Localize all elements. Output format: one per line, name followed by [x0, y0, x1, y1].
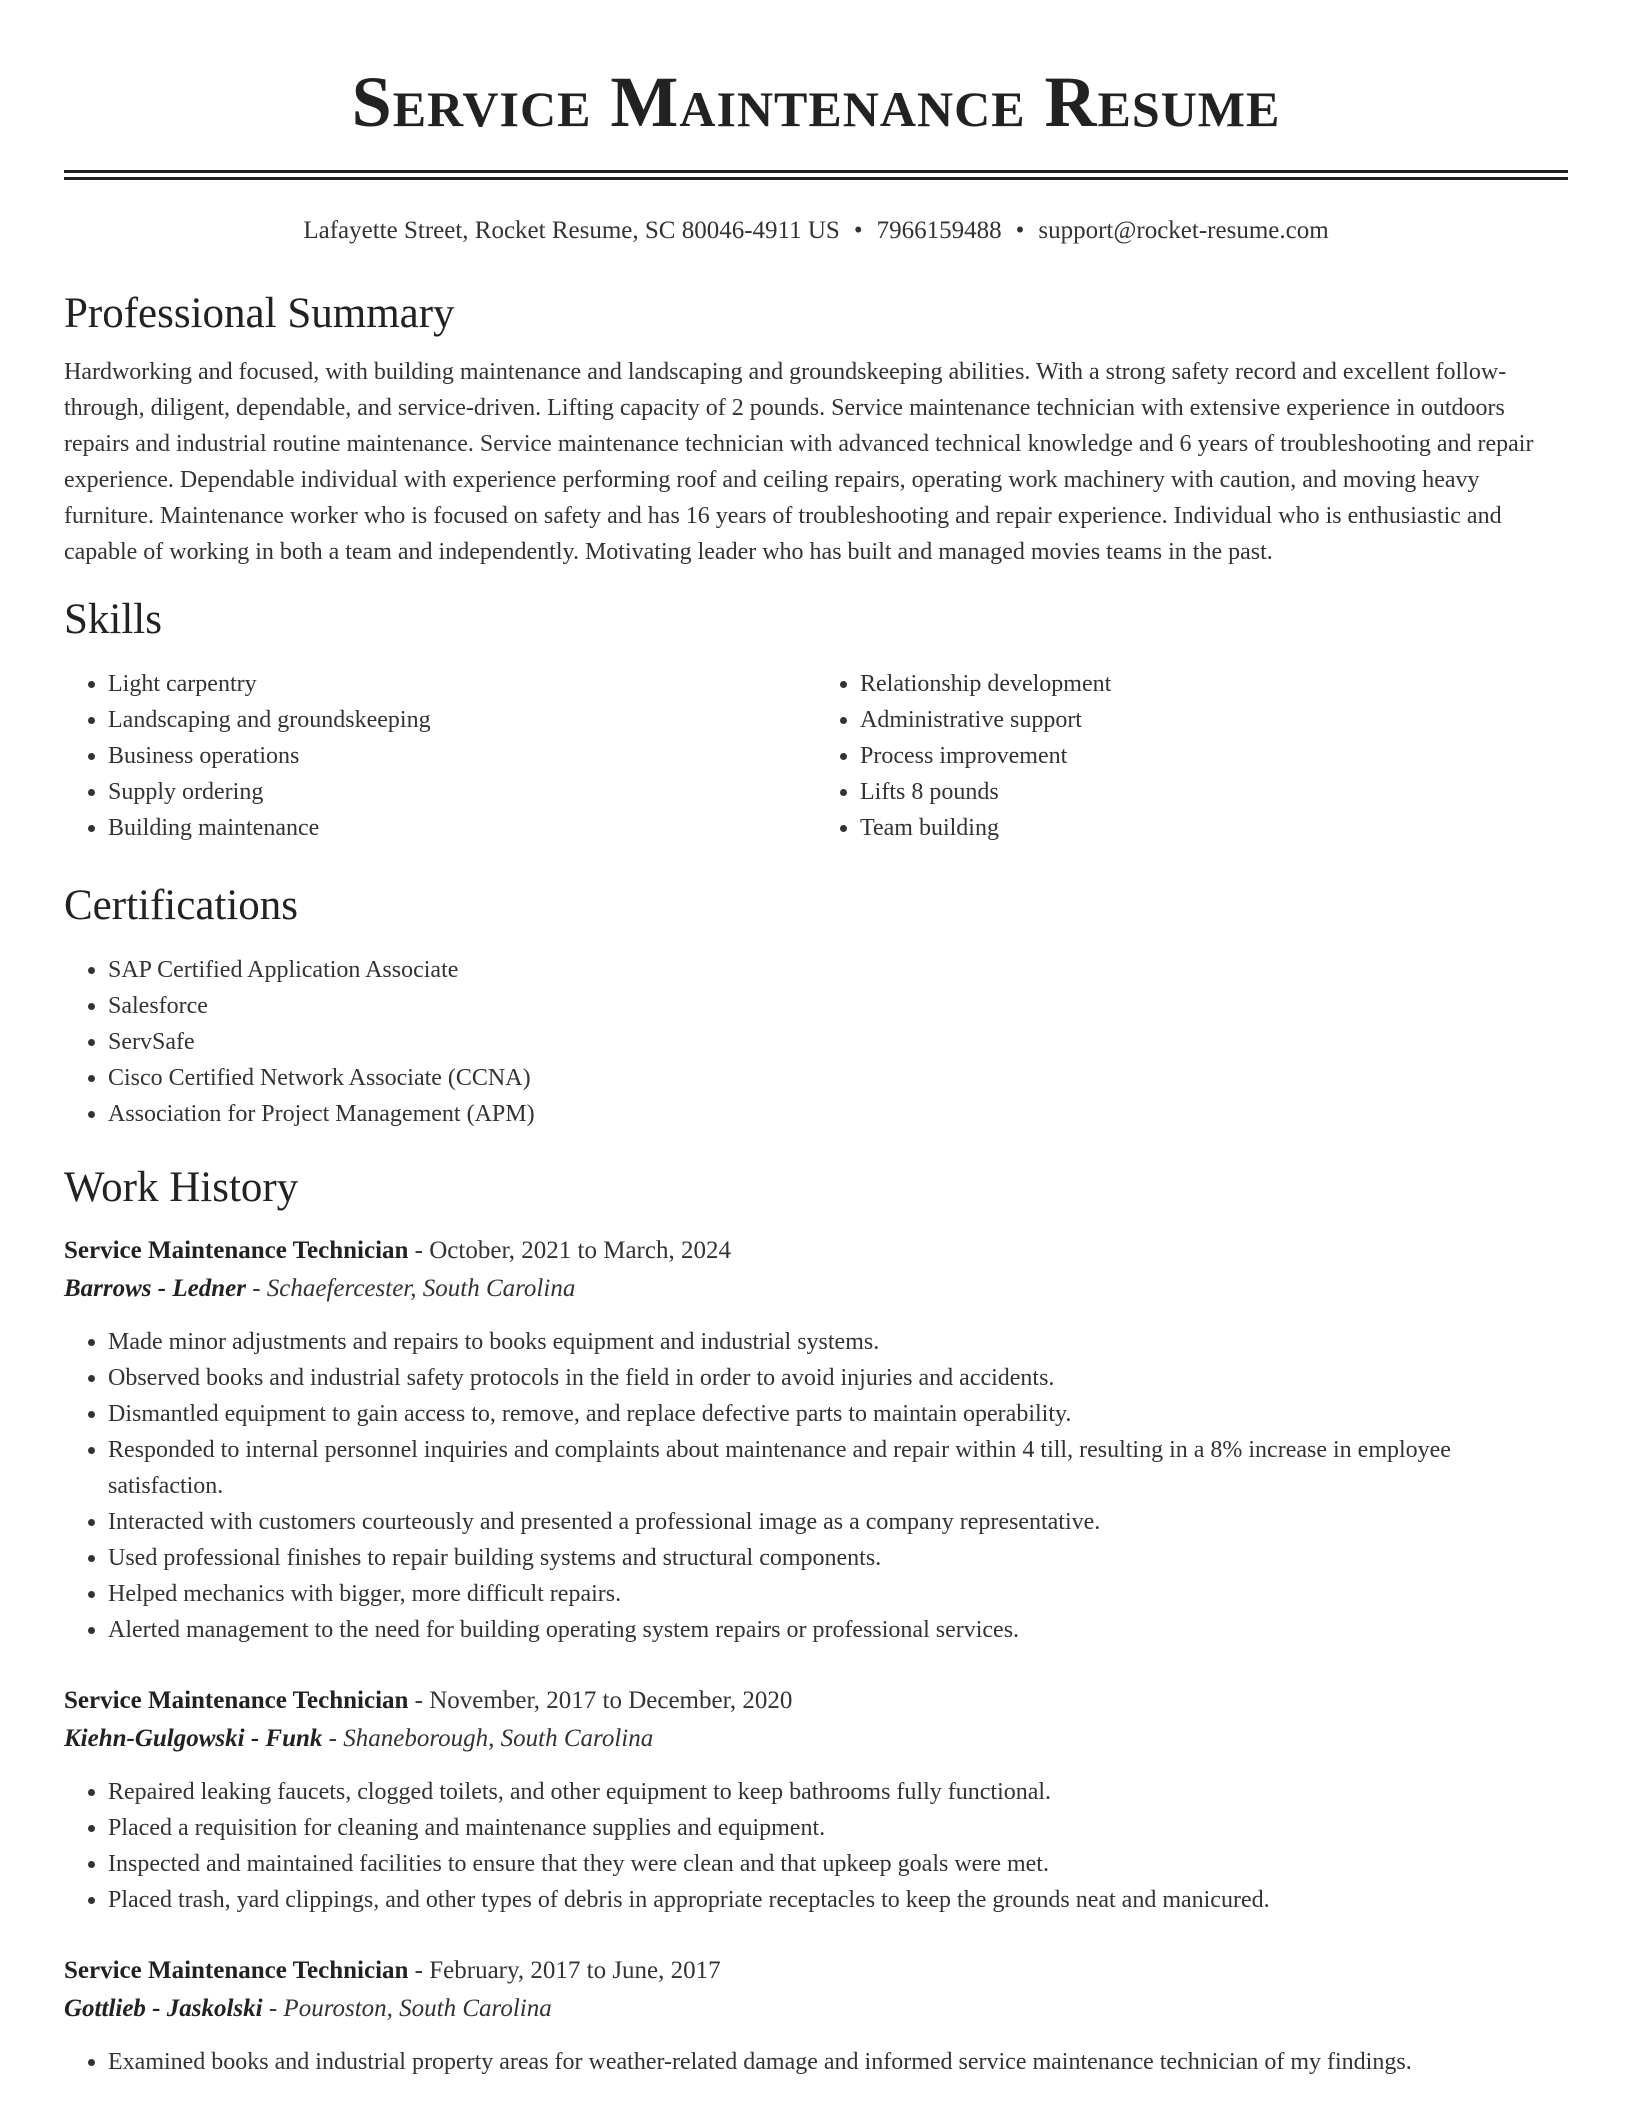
- contact-line: [64, 214, 1568, 248]
- skill-item: • Process improvement: [860, 738, 1568, 774]
- skills-list-left: [64, 666, 816, 846]
- skill-item: • Business operations: [108, 738, 816, 774]
- certifications-list: [64, 952, 1568, 1132]
- resume-page: [64, 0, 1568, 2080]
- job-bullet: • Repaired leaking faucets, clogged toilets, and other equipment to keep bathrooms fully functional.: [108, 1774, 1568, 1810]
- job-bullet: • Placed a requisition for cleaning and maintenance supplies and equipment.: [108, 1810, 1568, 1846]
- skills-heading: Skills: [64, 596, 162, 643]
- job-entry: [64, 1232, 1568, 1648]
- skill-item: • Landscaping and groundskeeping: [108, 702, 816, 738]
- job-title-line: [64, 1952, 1568, 1990]
- job-location: - Shaneborough, South Carolina: [322, 1725, 654, 1752]
- skill-item: • Lifts 8 pounds: [860, 774, 1568, 810]
- job-bullet: • Examined books and industrial property areas for weather-related damage and informed service maintenance technician of my findings.: [108, 2044, 1568, 2080]
- job-bullet: • Interacted with customers courteously and presented a professional image as a company representative.: [108, 1504, 1568, 1540]
- resume-title: Service Maintenance Resume: [351, 62, 1281, 142]
- job-company: Gottlieb - Jaskolski: [64, 1995, 263, 2022]
- job-dates: - October, 2021 to March, 2024: [408, 1237, 731, 1264]
- certification-item: • SAP Certified Application Associate: [108, 952, 1568, 988]
- job-entry: [64, 1952, 1568, 2080]
- contact-separator: •: [853, 217, 863, 244]
- skill-item: • Light carpentry: [108, 666, 816, 702]
- certification-item: • ServSafe: [108, 1024, 1568, 1060]
- job-bullet: • Responded to internal personnel inquiries and complaints about maintenance and repair within 4 till, resulting in a 8% increase in employee satisfaction.: [108, 1432, 1568, 1504]
- job-company: Kiehn-Gulgowski - Funk: [64, 1725, 323, 1752]
- job-company-line: [64, 1720, 1568, 1758]
- job-bullet: • Inspected and maintained facilities to ensure that they were clean and that upkeep goals were met.: [108, 1846, 1568, 1882]
- skill-item: • Supply ordering: [108, 774, 816, 810]
- job-title-line: [64, 1232, 1568, 1270]
- summary-heading: Professional Summary: [64, 290, 455, 337]
- job-bullet: • Made minor adjustments and repairs to books equipment and industrial systems.: [108, 1324, 1568, 1360]
- contact-address: Lafayette Street, Rocket Resume, SC 80046-4911 US: [303, 217, 840, 244]
- skill-item: • Team building: [860, 810, 1568, 846]
- job-title-line: [64, 1682, 1568, 1720]
- skill-item: • Administrative support: [860, 702, 1568, 738]
- certification-item: • Association for Project Management (APM): [108, 1096, 1568, 1132]
- job-bullet: • Placed trash, yard clippings, and other types of debris in appropriate receptacles to keep the grounds neat and manicured.: [108, 1882, 1568, 1918]
- summary-text: Hardworking and focused, with building maintenance and landscaping and groundskeeping abilities. With a strong safety record and excellent follow-through, diligent, dependable, and service-driven. Lifting capacity of 2 pounds. Service maintenance technician with extensive experience in outdoors repairs and industrial routine maintenance. Service maintenance technician with advanced technical knowledge and 6 years of troubleshooting and repair experience. Dependable individual with experience performing roof and ceiling repairs, operating work machinery with caution, and moving heavy furniture. Maintenance worker who is focused on safety and has 16 years of troubleshooting and repair experience. Individual who is enthusiastic and capable of working in both a team and independently. Motivating leader who has built and managed movies teams in the past.: [64, 359, 1534, 565]
- job-bullet: • Helped mechanics with bigger, more difficult repairs.: [108, 1576, 1568, 1612]
- job-company: Barrows - Ledner: [64, 1275, 246, 1302]
- job-dates: - November, 2017 to December, 2020: [408, 1687, 793, 1714]
- job-dates: - February, 2017 to June, 2017: [408, 1957, 721, 1984]
- job-entry: [64, 1682, 1568, 1918]
- job-location: - Pouroston, South Carolina: [262, 1995, 552, 2022]
- certification-item: • Salesforce: [108, 988, 1568, 1024]
- job-bullets: [64, 1324, 1568, 1648]
- job-title: Service Maintenance Technician: [64, 1237, 409, 1264]
- job-bullets: [64, 2044, 1568, 2080]
- job-company-line: [64, 1270, 1568, 1308]
- job-bullet: • Dismantled equipment to gain access to, remove, and replace defective parts to maintain operability.: [108, 1396, 1568, 1432]
- skill-item: • Relationship development: [860, 666, 1568, 702]
- certifications-heading: Certifications: [64, 882, 299, 929]
- contact-phone: 7966159488: [876, 217, 1002, 244]
- job-bullet: • Used professional finishes to repair building systems and structural components.: [108, 1540, 1568, 1576]
- job-bullet: • Alerted management to the need for building operating system repairs or professional services.: [108, 1612, 1568, 1648]
- work-history-heading: Work History: [64, 1164, 299, 1211]
- certification-item: • Cisco Certified Network Associate (CCNA): [108, 1060, 1568, 1096]
- job-title: Service Maintenance Technician: [64, 1687, 409, 1714]
- job-title: Service Maintenance Technician: [64, 1957, 409, 1984]
- job-location: - Schaefercester, South Carolina: [245, 1275, 576, 1302]
- job-company-line: [64, 1990, 1568, 2028]
- job-bullet: • Observed books and industrial safety protocols in the field in order to avoid injuries and accidents.: [108, 1360, 1568, 1396]
- skill-item: • Building maintenance: [108, 810, 816, 846]
- contact-email: support@rocket-resume.com: [1038, 217, 1329, 244]
- job-bullets: [64, 1774, 1568, 1918]
- title-double-rule: [64, 170, 1568, 180]
- skills-columns: [64, 666, 1568, 846]
- contact-separator: •: [1015, 217, 1025, 244]
- skills-list-right: [816, 666, 1568, 846]
